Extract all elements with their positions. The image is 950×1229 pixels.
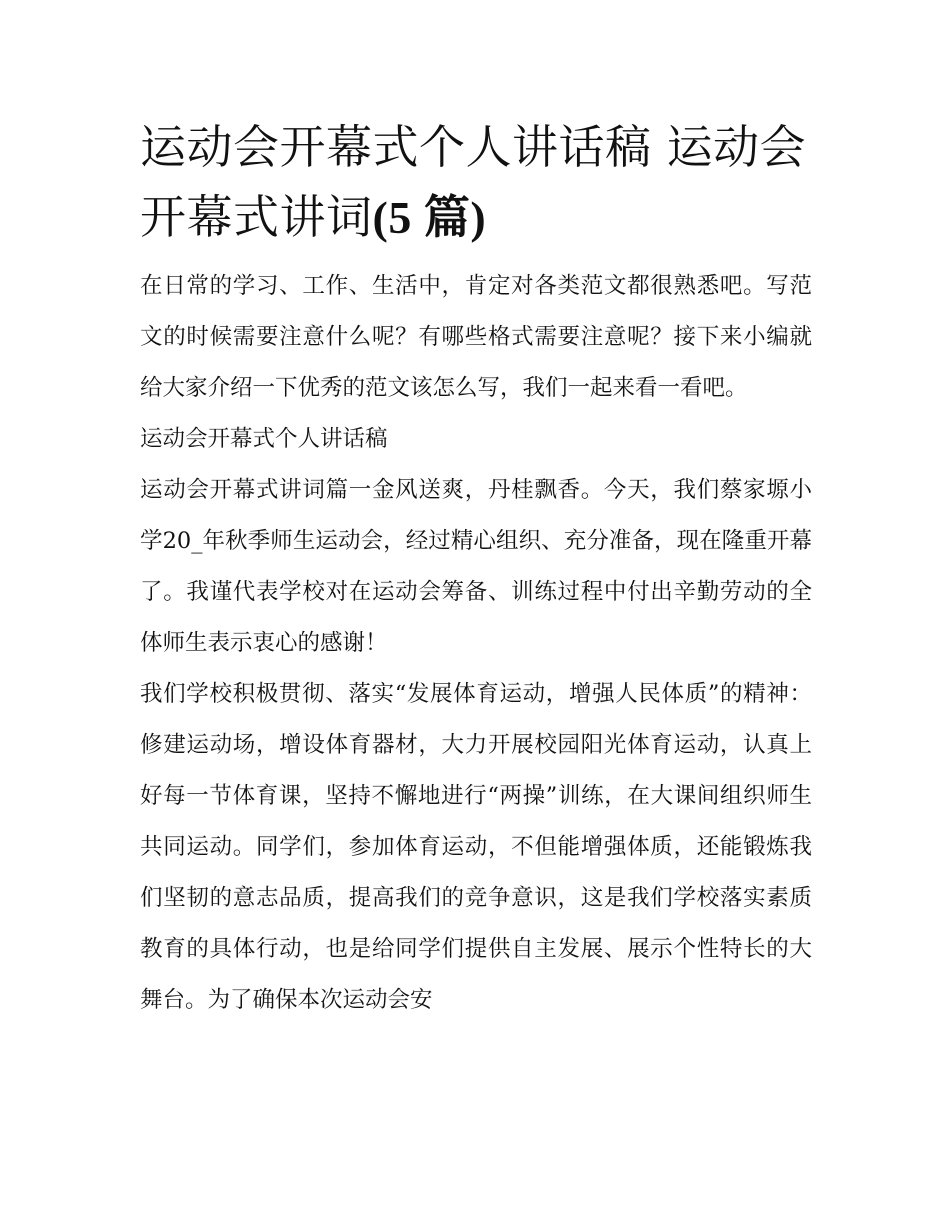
intro-paragraph: 在日常的学习、工作、生活中，肯定对各类范文都很熟悉吧。写范文的时候需要注意什么呢？有哪些格式需要注意呢？接下来小编就给大家介绍一下优秀的范文该怎么写，我们一起来看一看吧。 [140, 273, 812, 401]
document-title [140, 112, 812, 253]
title-main-text: 运动会开幕式个人讲话稿 运动会开幕式讲词 [140, 120, 807, 244]
section-heading: 运动会开幕式个人讲话稿 [140, 426, 388, 452]
title-count-text: (5 篇) [372, 192, 487, 243]
body-paragraph-2: 我们学校积极贯彻、落实“发展体育运动，增强人民体质”的精神：修建运动场，增设体育器材，大力开展校园阳光体育运动，认真上好每一节体育课，坚持不懈地进行“两操”训练，在大课间组织师生共同运动。同学们，参加体育运动，不但能增强体质，还能锻炼我们坚韧的意志品质，提高我们的竞争意识，这是我们学校落实素质教育的具体行动，也是给同学们提供自主发展、展示个性特长的大舞台。为了确保本次运动会安 [140, 681, 812, 1013]
body-paragraph-1: 运动会开幕式讲词篇一金风送爽，丹桂飘香。今天，我们蔡家塬小学20_年秋季师生运动会，经过精心组织、充分准备，现在隆重开幕了。我谨代表学校对在运动会筹备、训练过程中付出辛勤劳动的全体师生表示衷心的感谢！ [140, 477, 812, 656]
document-page [140, 112, 812, 1026]
